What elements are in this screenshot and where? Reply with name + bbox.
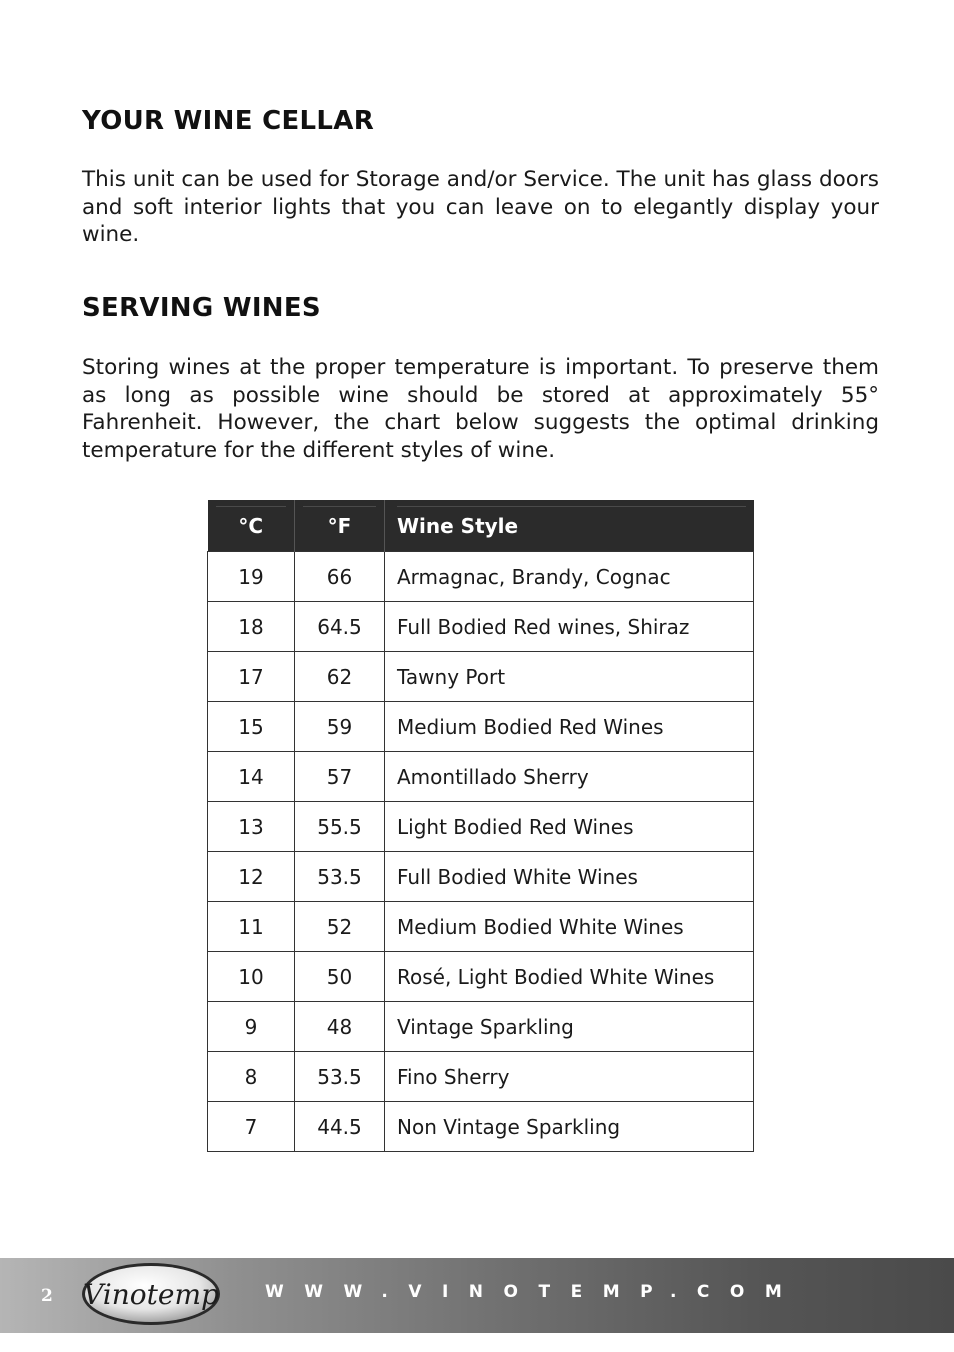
website-url: WWW.VINOTEMP.COM bbox=[265, 1282, 803, 1302]
cell-wine-style: Full Bodied White Wines bbox=[385, 852, 754, 902]
cell-wine-style: Medium Bodied Red Wines bbox=[385, 702, 754, 752]
table-row bbox=[208, 952, 754, 1002]
cell-wine-style: Vintage Sparkling bbox=[385, 1002, 754, 1052]
section-body-serving-wines: Storing wines at the proper temperature is important. To preserve them as long as possible wine should be stored at approximately 55° Fahrenheit. However, the chart below suggests the optimal drinking temperature for the different styles of wine. bbox=[82, 355, 879, 463]
table-row bbox=[208, 1002, 754, 1052]
cell-fahrenheit: 64.5 bbox=[295, 602, 385, 652]
table-row bbox=[208, 1052, 754, 1102]
cell-fahrenheit: 44.5 bbox=[295, 1102, 385, 1152]
table-header-row bbox=[208, 500, 754, 552]
header-wine-style bbox=[385, 500, 754, 552]
cell-wine-style: Light Bodied Red Wines bbox=[385, 802, 754, 852]
cell-wine-style: Medium Bodied White Wines bbox=[385, 902, 754, 952]
cell-fahrenheit: 48 bbox=[295, 1002, 385, 1052]
cell-wine-style: Tawny Port bbox=[385, 652, 754, 702]
cell-fahrenheit: 62 bbox=[295, 652, 385, 702]
table-row bbox=[208, 602, 754, 652]
section-body-wine-cellar: This unit can be used for Storage and/or Service. The unit has glass doors and soft interior lights that you can leave on to elegantly display your wine. bbox=[82, 167, 879, 248]
table-body bbox=[208, 552, 754, 1152]
wine-temperature-table bbox=[207, 500, 754, 1152]
cell-celsius: 8 bbox=[208, 1052, 295, 1102]
table-row bbox=[208, 902, 754, 952]
header-fahrenheit-label: °F bbox=[303, 506, 376, 545]
cell-wine-style: Non Vintage Sparkling bbox=[385, 1102, 754, 1152]
cell-wine-style: Rosé, Light Bodied White Wines bbox=[385, 952, 754, 1002]
table-row bbox=[208, 752, 754, 802]
table-row bbox=[208, 702, 754, 752]
cell-celsius: 19 bbox=[208, 552, 295, 602]
cell-celsius: 13 bbox=[208, 802, 295, 852]
cell-celsius: 12 bbox=[208, 852, 295, 902]
section-title-serving-wines: SERVING WINES bbox=[82, 293, 321, 323]
cell-celsius: 9 bbox=[208, 1002, 295, 1052]
table-row bbox=[208, 652, 754, 702]
vinotemp-logo bbox=[80, 1261, 222, 1327]
vinotemp-logo-text: Vinotemp bbox=[83, 1278, 219, 1311]
cell-celsius: 10 bbox=[208, 952, 295, 1002]
footer-bar bbox=[0, 1258, 954, 1333]
cell-fahrenheit: 57 bbox=[295, 752, 385, 802]
table-row bbox=[208, 552, 754, 602]
cell-fahrenheit: 66 bbox=[295, 552, 385, 602]
header-celsius-label: °C bbox=[216, 506, 287, 545]
cell-wine-style: Fino Sherry bbox=[385, 1052, 754, 1102]
cell-fahrenheit: 50 bbox=[295, 952, 385, 1002]
cell-celsius: 17 bbox=[208, 652, 295, 702]
cell-celsius: 7 bbox=[208, 1102, 295, 1152]
cell-celsius: 11 bbox=[208, 902, 295, 952]
header-wine-style-label: Wine Style bbox=[397, 506, 746, 545]
cell-wine-style: Armagnac, Brandy, Cognac bbox=[385, 552, 754, 602]
header-fahrenheit bbox=[295, 500, 385, 552]
table-row bbox=[208, 1102, 754, 1152]
cell-wine-style: Full Bodied Red wines, Shiraz bbox=[385, 602, 754, 652]
header-celsius bbox=[208, 500, 295, 552]
cell-celsius: 18 bbox=[208, 602, 295, 652]
cell-fahrenheit: 53.5 bbox=[295, 1052, 385, 1102]
table-row bbox=[208, 802, 754, 852]
cell-celsius: 15 bbox=[208, 702, 295, 752]
cell-fahrenheit: 59 bbox=[295, 702, 385, 752]
cell-fahrenheit: 53.5 bbox=[295, 852, 385, 902]
cell-fahrenheit: 55.5 bbox=[295, 802, 385, 852]
cell-celsius: 14 bbox=[208, 752, 295, 802]
page-number: 2 bbox=[41, 1286, 53, 1306]
section-title-wine-cellar: YOUR WINE CELLAR bbox=[82, 106, 375, 136]
cell-fahrenheit: 52 bbox=[295, 902, 385, 952]
cell-wine-style: Amontillado Sherry bbox=[385, 752, 754, 802]
table-row bbox=[208, 852, 754, 902]
